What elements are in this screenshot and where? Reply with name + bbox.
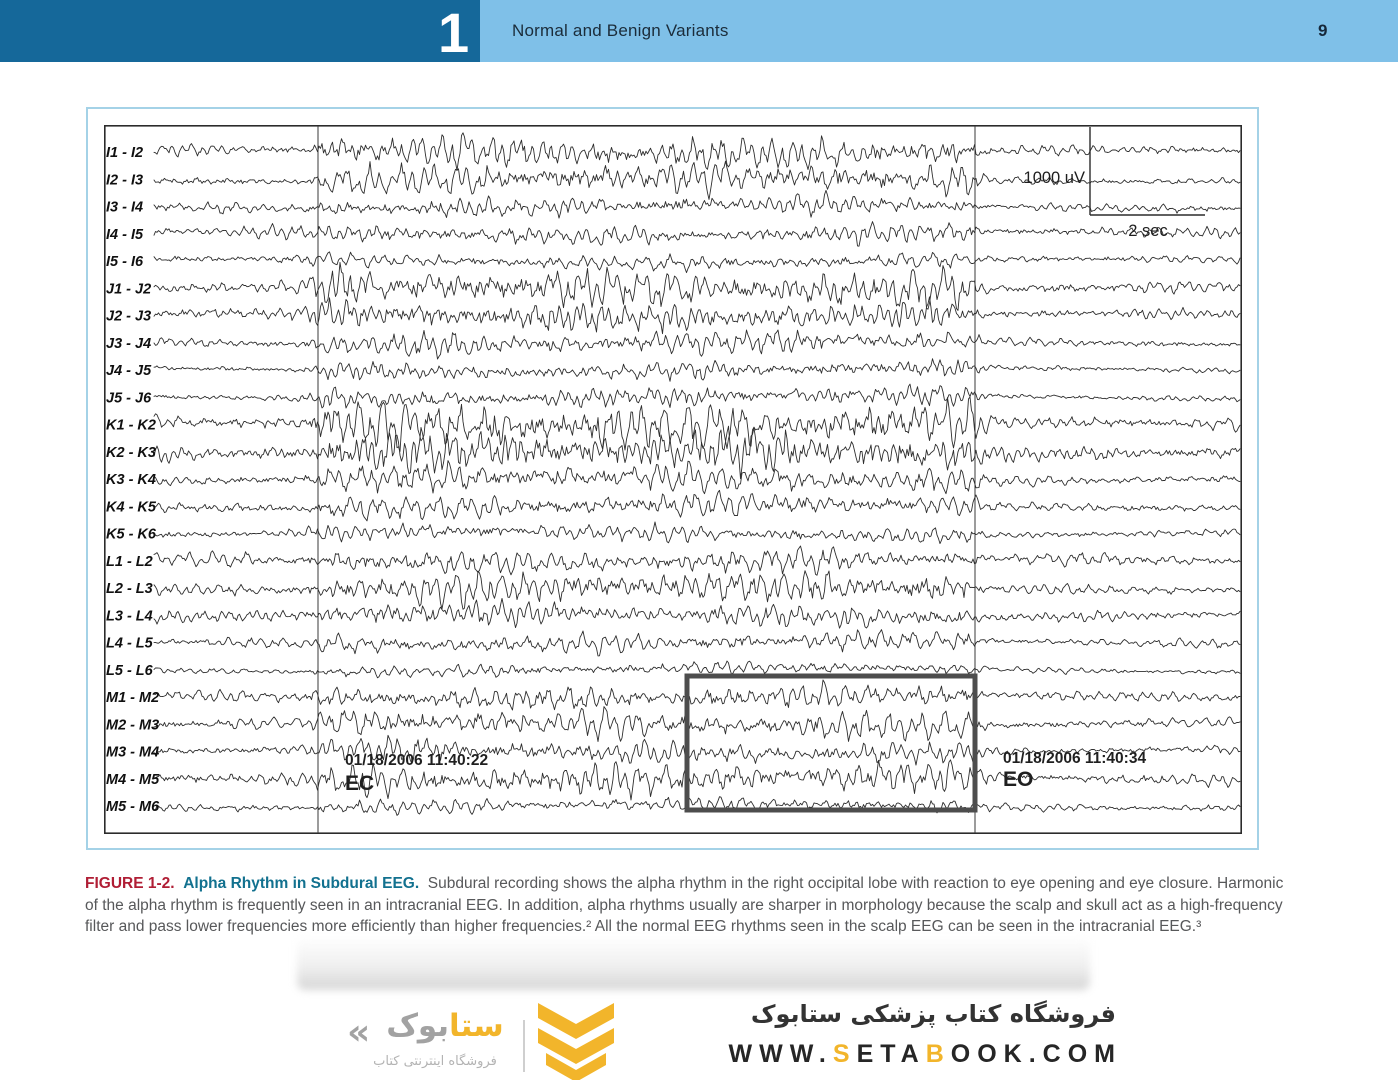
caption-line-2: of the alpha rhythm is frequently seen in an intracranial EEG. In addition, alpha rhythms usually are sharper in morphology because the scalp and skull act as a high-frequency: [85, 896, 1283, 914]
channel-label: M2 - M3: [106, 717, 160, 734]
eeg-trace-J2-J3: [154, 297, 1240, 334]
channel-label: M3 - M4: [106, 744, 160, 761]
caption-text-1: Subdural recording shows the alpha rhythm in the right occipital lobe with reaction to eye opening and eye closure. Harmonic: [427, 875, 1284, 892]
channel-label: J3 - J4: [106, 335, 152, 352]
figure-caption-title: Alpha Rhythm in Subdural EEG.: [183, 875, 420, 892]
eeg-trace-K4-K5: [154, 490, 1240, 521]
channel-label: M5 - M6: [106, 799, 160, 815]
eeg-trace-J1-J2: [154, 262, 1240, 310]
wordmark-yellow-part: ستا: [449, 1008, 504, 1044]
setabook-wordmark: [374, 1004, 516, 1048]
store-url: [688, 1040, 1122, 1069]
calibration-scale: [1024, 127, 1205, 240]
url-part-1: WWW.: [728, 1040, 833, 1068]
channel-label: I5 - I6: [106, 254, 144, 270]
eeg-trace-K5-K6: [154, 522, 1240, 544]
channel-label: I2 - I3: [106, 172, 144, 189]
eeg-trace-J4-J5: [154, 359, 1240, 382]
eeg-trace-J5-J6: [154, 384, 1240, 408]
channel-label: I3 - I4: [106, 199, 144, 216]
channel-label: L5 - L6: [106, 662, 153, 679]
eeg-traces: [154, 133, 1240, 816]
chapter-color-block: [0, 0, 480, 62]
channel-label: I4 - I5: [106, 226, 144, 243]
url-part-4: B: [925, 1040, 951, 1068]
channel-label: L2 - L3: [106, 581, 153, 597]
eeg-plot: [104, 125, 1242, 834]
eeg-trace-K3-K4: [154, 461, 1240, 494]
channel-label: J1 - J2: [106, 281, 152, 298]
eyes-closed-timestamp: 01/18/2006 11:40:22: [345, 752, 489, 769]
channel-label: M4 - M5: [106, 771, 160, 788]
eeg-trace-M1-M2: [154, 680, 1240, 710]
eeg-trace-I4-I5: [154, 222, 1240, 247]
guillemet-icon: «: [347, 1012, 371, 1053]
eeg-trace-L2-L3: [154, 571, 1240, 610]
chapter-title: Normal and Benign Variants: [512, 21, 729, 40]
chapter-number: 1: [438, 1, 470, 64]
eeg-trace-I1-I2: [154, 133, 1240, 171]
eeg-trace-L4-L5: [154, 630, 1240, 656]
caption-line-3: filter and pass lower frequencies more efficiently than higher frequencies.² All the normal EEG rhythms seen in the scalp EEG can be seen in the intracranial EEG.³: [85, 918, 1202, 935]
store-title: فروشگاه کتاب پزشکی ستابوک: [750, 1000, 1116, 1028]
channel-label: L3 - L4: [106, 608, 153, 625]
eyes-closed-label: EC: [345, 772, 375, 795]
channel-label: K4 - K5: [106, 499, 156, 516]
voltage-scale-label: 1000 uV: [1023, 169, 1085, 187]
url-part-5: OOK.COM: [950, 1040, 1122, 1068]
url-part-3: ETA: [856, 1040, 926, 1068]
time-scale-label: 2 sec: [1128, 222, 1168, 240]
channel-label: J5 - J6: [106, 390, 152, 407]
channel-label: M1 - M2: [106, 690, 160, 706]
channel-label: K1 - K2: [106, 417, 156, 434]
eeg-trace-K2-K3: [154, 426, 1240, 479]
eeg-trace-M5-M6: [154, 797, 1240, 816]
logo-subtitle: فروشگاه اینترنتی کتاب: [373, 1054, 497, 1069]
channel-label: K5 - K6: [106, 526, 156, 543]
figure-caption-label: FIGURE 1-2.: [85, 875, 175, 892]
wordmark-gray-part: بوک: [386, 1008, 450, 1044]
channel-label: I1 - I2: [106, 145, 144, 161]
eyes-open-label: EO: [1003, 768, 1034, 791]
scan-shadow-bar: [297, 938, 1090, 990]
channel-label: K3 - K4: [106, 472, 156, 488]
channel-label: K2 - K3: [106, 444, 156, 461]
figure-caption: [85, 873, 1345, 938]
channel-label: J2 - J3: [106, 308, 152, 325]
channel-label: L4 - L5: [106, 635, 153, 652]
caption-line-1: [85, 873, 1345, 895]
eeg-trace-I5-I6: [154, 252, 1240, 273]
channel-label: L1 - L2: [106, 553, 153, 570]
eeg-trace-J3-J4: [154, 330, 1240, 359]
url-part-2: S: [832, 1040, 857, 1068]
eeg-trace-L1-L2: [154, 546, 1240, 575]
eeg-channel-labels: [106, 145, 160, 815]
eeg-trace-M2-M3: [154, 707, 1240, 742]
page-header: [0, 0, 1398, 62]
channel-label: J4 - J5: [106, 363, 152, 379]
page-number: 9: [1318, 21, 1328, 40]
chevron-logo-icon: [538, 1003, 614, 1080]
eyes-open-timestamp: 01/18/2006 11:40:34: [1003, 750, 1147, 767]
logo-divider: [523, 1020, 525, 1072]
eeg-trace-I3-I4: [154, 190, 1240, 218]
eeg-trace-L3-L4: [154, 598, 1240, 628]
